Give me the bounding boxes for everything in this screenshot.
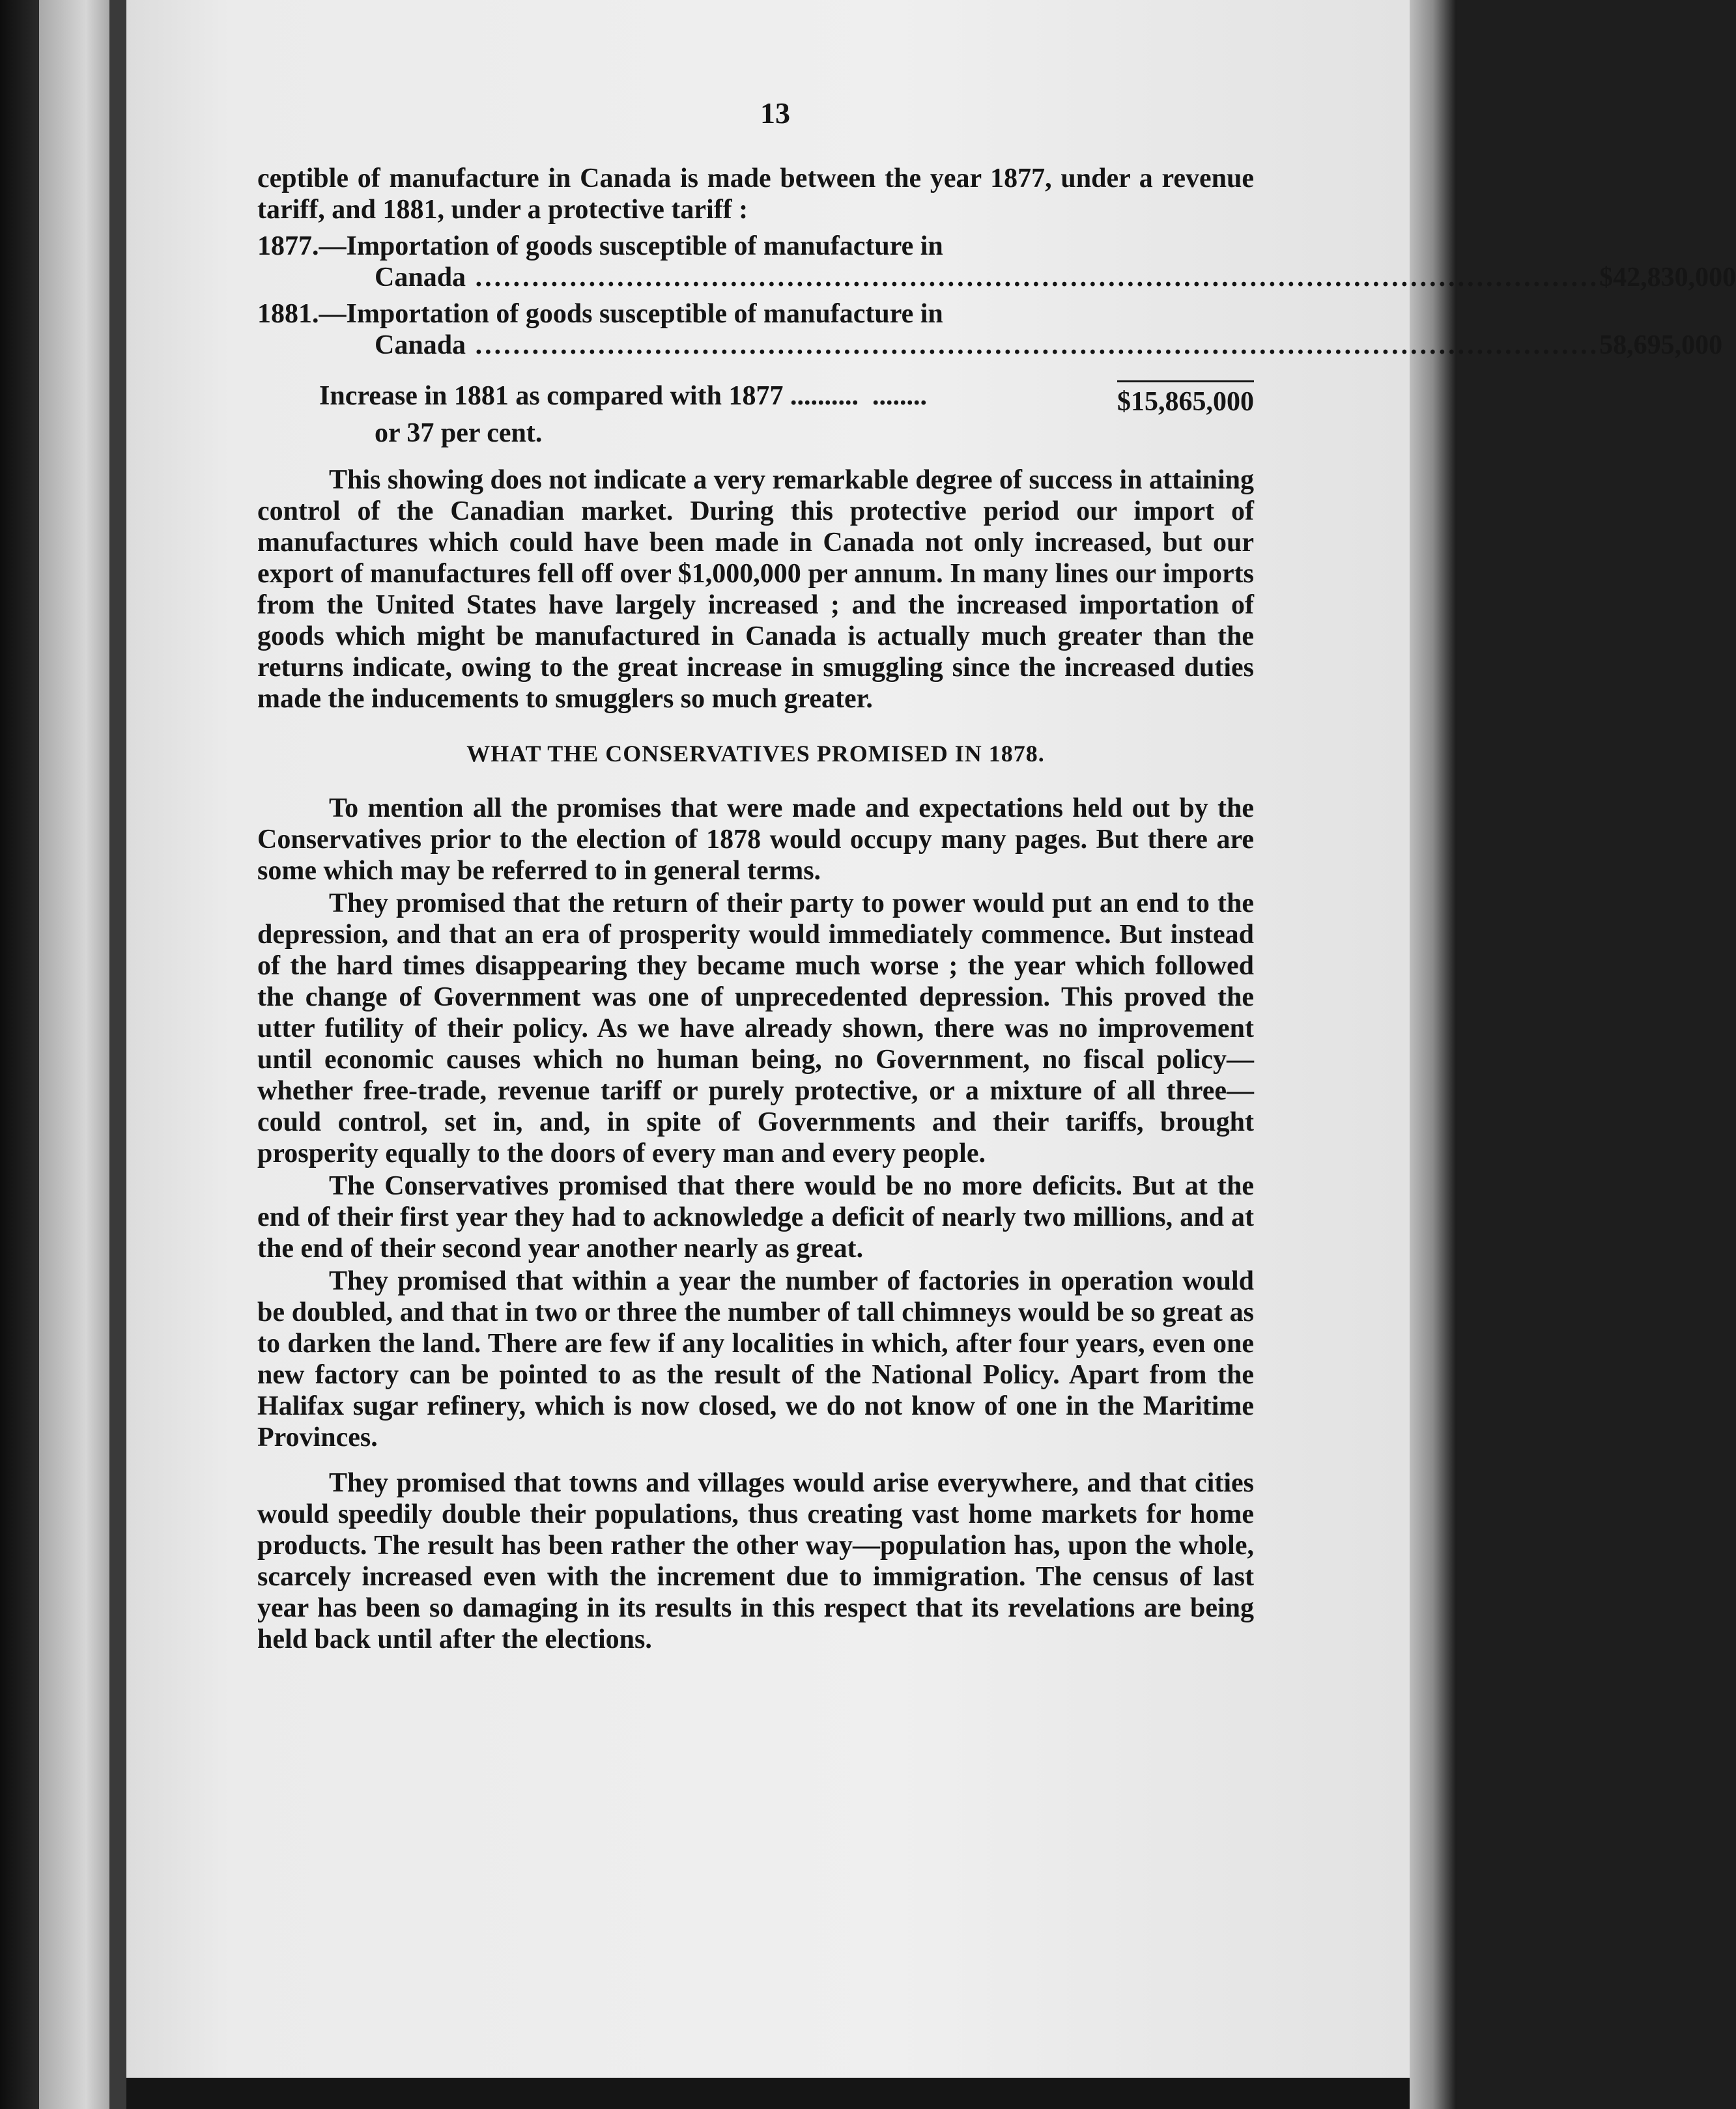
percent-note: or 37 per cent. bbox=[375, 418, 543, 448]
row-year: 1877. bbox=[257, 231, 319, 261]
body-paragraph: They promised that towns and villages would arise everywhere, and that cities would speedily double their populations, thus creating vast home markets for home products. The result has been rather the other way—population has, upon the whole, scarcely increased even with the increment due to immigration. The census of last year has been so damaging in its results in this respect that its revelations are being held back until after the elections. bbox=[257, 1468, 1254, 1654]
table-row-continuation bbox=[257, 330, 1723, 361]
intro-paragraph: ceptible of manufacture in Canada is made between the year 1877, under a revenue tariff, and 1881, under a protective tariff : bbox=[257, 163, 1254, 225]
row-sub: Canada bbox=[375, 262, 466, 292]
row-sub: Canada bbox=[375, 330, 466, 360]
body-paragraph: To mention all the promises that were made and expectations held out by the Conservatives prior to the election of 1878 would occupy many pages. But there are some which may be referred to in general terms. bbox=[257, 793, 1254, 886]
scan-bottom-border bbox=[126, 2078, 1410, 2109]
body-paragraph: They promised that within a year the number of factories in operation would be doubled, and that in two or three the number of tall chimneys would be so great as to darken the land. There are few if any localities in which, after four years, even one new factory can be pointed to as the result of the National Policy. Apart from the Halifax sugar refinery, which is now closed, we do not know of one in the Maritime Provinces. bbox=[257, 1266, 1254, 1452]
section-heading: WHAT THE CONSERVATIVES PROMISED IN 1878. bbox=[466, 741, 1045, 767]
table-row bbox=[257, 231, 1254, 262]
row-amount: $42,830,000 bbox=[1599, 262, 1736, 292]
import-table bbox=[257, 231, 1736, 449]
table-total-row bbox=[257, 380, 1254, 418]
row-description: —Importation of goods susceptible of manufacture in bbox=[319, 231, 943, 261]
body-paragraph: The Conservatives promised that there would be no more deficits. But at the end of their first year they had to acknowledge a deficit of nearly two millions, and at the end of their second year another nearly as great. bbox=[257, 1171, 1254, 1264]
body-paragraph: They promised that the return of their party to power would put an end to the depression, and that an era of prosperity would immediately commence. But instead of the hard times disappearing they became much worse ; the year which followed the change of Government was one of unprecedented depression. This proved the utter futility of their policy. As we have already shown, there was no improvement until economic causes which no human being, no Government, no fiscal policy—whether free-trade, revenue tariff or purely protective, or a mixture of all three—could control, set in, and, in spite of Governments and their tariffs, brought prosperity equally to the doors of every man and every people. bbox=[257, 888, 1254, 1168]
total-label: Increase in 1881 as compared with 1877 .......... ........ bbox=[319, 381, 927, 411]
table-row bbox=[257, 298, 1254, 330]
scan-right-border bbox=[1410, 0, 1457, 2109]
binding-gutter bbox=[109, 0, 126, 2109]
table-row-continuation bbox=[257, 262, 1736, 293]
page-text bbox=[257, 96, 1736, 1655]
leader-dots: ....................................................................................................................... bbox=[466, 262, 1600, 292]
row-amount: 58,695,000 bbox=[1599, 330, 1723, 360]
scan-left-border bbox=[0, 0, 39, 2109]
facing-page-edge bbox=[39, 0, 117, 2109]
body-paragraph: This showing does not indicate a very remarkable degree of success in attaining control of the Canadian market. During this protective period our import of manufactures which could have been made in Canada not only increased, but our export of manufactures fell off over $1,000,000 per annum. In many lines our imports from the United States have largely increased ; and the increased importation of goods which might be manufactured in Canada is actually much greater than the returns indicate, owing to the great increase in smuggling since the increased duties made the inducements to smugglers so much greater. bbox=[257, 465, 1254, 714]
page-number: 13 bbox=[760, 96, 790, 130]
row-description: —Importation of goods susceptible of manufacture in bbox=[319, 299, 943, 329]
row-year: 1881. bbox=[257, 299, 319, 329]
total-amount: $15,865,000 bbox=[1117, 380, 1254, 418]
leader-dots: ....................................................................................................................... bbox=[466, 330, 1600, 360]
